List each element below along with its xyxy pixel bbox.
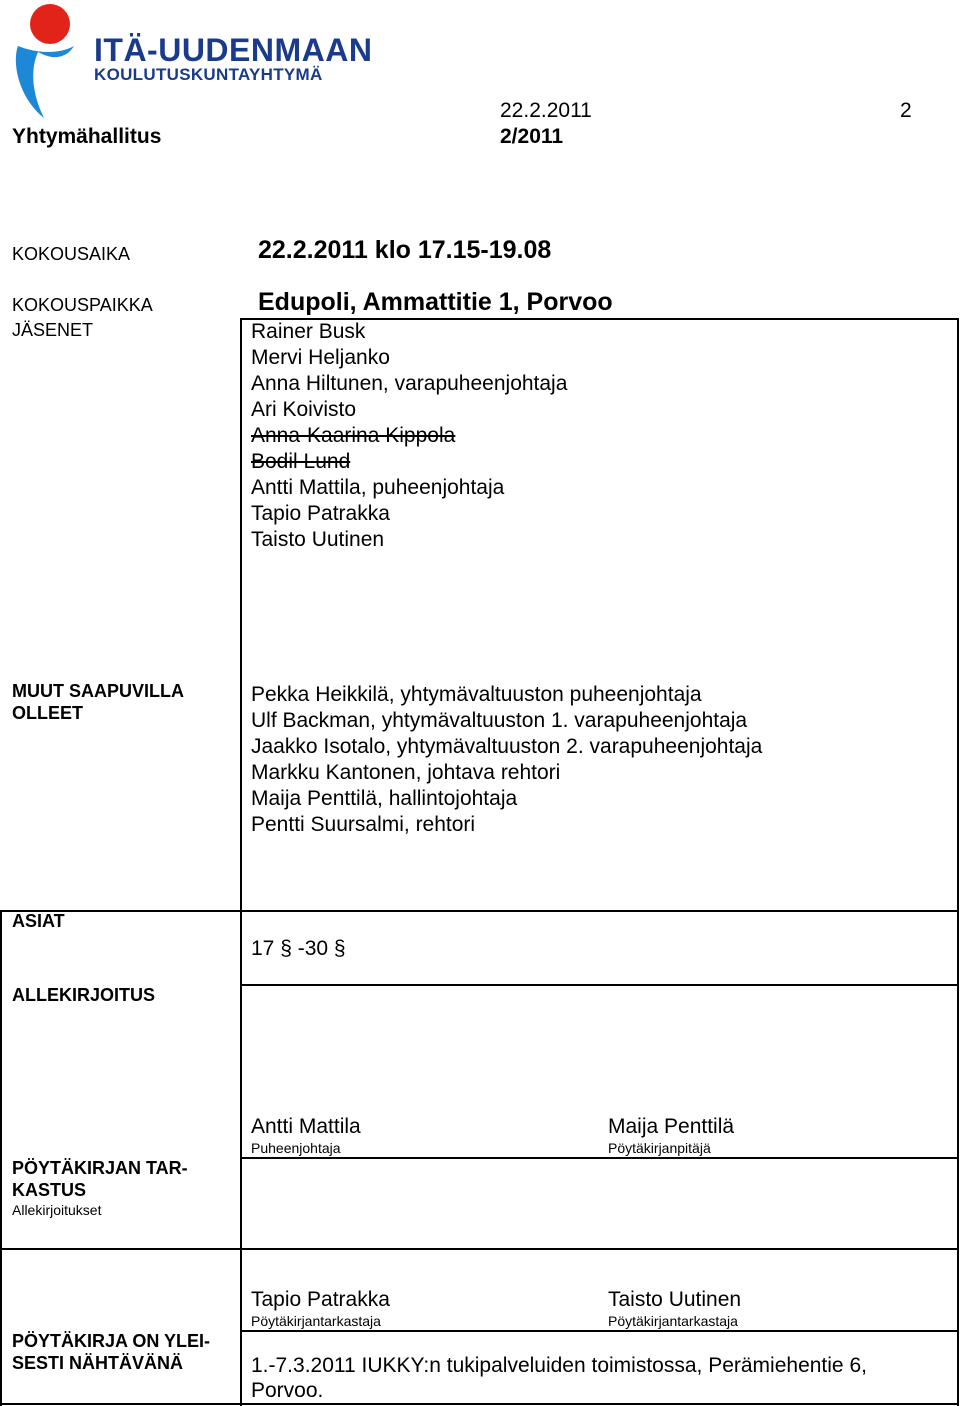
inspection-label-sub: Allekirjoitukset	[12, 1202, 102, 1218]
members-list	[251, 319, 567, 553]
table-vertical-divider	[240, 318, 242, 1406]
logo-subtitle: KOULUTUSKUNTAYHTYMÄ	[94, 65, 323, 84]
items-value: 17 § -30 §	[251, 937, 346, 960]
signature-label: ALLEKIRJOITUS	[12, 985, 156, 1005]
member-item: Ari Koivisto	[251, 398, 357, 421]
attendee-item: Ulf Backman, yhtymävaltuuston 1. varapuheenjohtaja	[251, 709, 748, 732]
inspector2-name: Taisto Uutinen	[608, 1288, 742, 1311]
logo-title: ITÄ-UUDENMAAN	[94, 32, 373, 68]
attendee-item: Pentti Suursalmi, rehtori	[251, 813, 476, 836]
member-item: Anna-Kaarina Kippola	[251, 424, 456, 447]
logo-mark	[10, 2, 80, 120]
member-item: Antti Mattila, puheenjohtaja	[251, 476, 505, 499]
attendee-item: Maija Penttilä, hallintojohtaja	[251, 787, 518, 810]
attendee-item: Markku Kantonen, johtava rehtori	[251, 761, 561, 784]
member-item: Tapio Patrakka	[251, 502, 390, 525]
meeting-place-label: KOKOUSPAIKKA	[12, 295, 153, 315]
row-divider-signatures	[240, 1157, 959, 1159]
member-item: Mervi Heljanko	[251, 346, 390, 369]
secretary-role: Pöytäkirjanpitäjä	[608, 1140, 711, 1156]
inspection-label-line2: KASTUS	[12, 1180, 87, 1200]
row-divider-inspection	[0, 1248, 959, 1250]
items-label: ASIAT	[12, 911, 65, 931]
public-value-line2: Porvoo.	[251, 1379, 324, 1402]
member-item: Rainer Busk	[251, 320, 366, 343]
inspector1-name: Tapio Patrakka	[251, 1288, 390, 1311]
inspector1-role: Pöytäkirjantarkastaja	[251, 1313, 381, 1329]
others-label-line2: OLLEET	[12, 703, 83, 723]
inspection-label-line1: PÖYTÄKIRJAN TAR-	[12, 1158, 188, 1178]
header-date: 22.2.2011	[500, 99, 592, 122]
others-label-line1: MUUT SAAPUVILLA	[12, 681, 184, 701]
attendee-item: Pekka Heikkilä, yhtymävaltuuston puheenjohtaja	[251, 683, 702, 706]
meeting-time-value: 22.2.2011 klo 17.15-19.08	[258, 236, 552, 264]
public-label-line1: PÖYTÄKIRJA ON YLEI-	[12, 1331, 211, 1351]
secretary-name: Maija Penttilä	[608, 1115, 735, 1138]
table-right-line	[957, 318, 959, 1406]
meeting-time-label: KOKOUSAIKA	[12, 244, 131, 264]
member-item: Anna Hiltunen, varapuheenjohtaja	[251, 372, 568, 395]
member-item: Bodil Lund	[251, 450, 351, 473]
organ-name: Yhtymähallitus	[12, 125, 162, 148]
attendee-item: Jaakko Isotalo, yhtymävaltuuston 2. varapuheenjohtaja	[251, 735, 763, 758]
members-label: JÄSENET	[12, 320, 94, 340]
meeting-place-value: Edupoli, Ammattitie 1, Porvoo	[258, 288, 613, 316]
page-number: 2	[900, 99, 912, 122]
table-bottom-line	[0, 1403, 959, 1405]
public-value-line1: 1.-7.3.2011 IUKKY:n tukipalveluiden toimistossa, Perämiehentie 6,	[251, 1354, 867, 1377]
inspector2-role: Pöytäkirjantarkastaja	[608, 1313, 738, 1329]
row-divider-allekirjoitus	[240, 984, 959, 986]
others-list	[251, 682, 762, 838]
member-item: Taisto Uutinen	[251, 528, 385, 551]
chair-name: Antti Mattila	[251, 1115, 361, 1138]
header-number: 2/2011	[500, 125, 564, 148]
table-left-line	[0, 910, 2, 1406]
public-label-line2: SESTI NÄHTÄVÄNÄ	[12, 1353, 184, 1373]
row-divider-asiat	[0, 910, 959, 912]
row-divider-inspectors	[240, 1330, 959, 1332]
chair-role: Puheenjohtaja	[251, 1140, 341, 1156]
